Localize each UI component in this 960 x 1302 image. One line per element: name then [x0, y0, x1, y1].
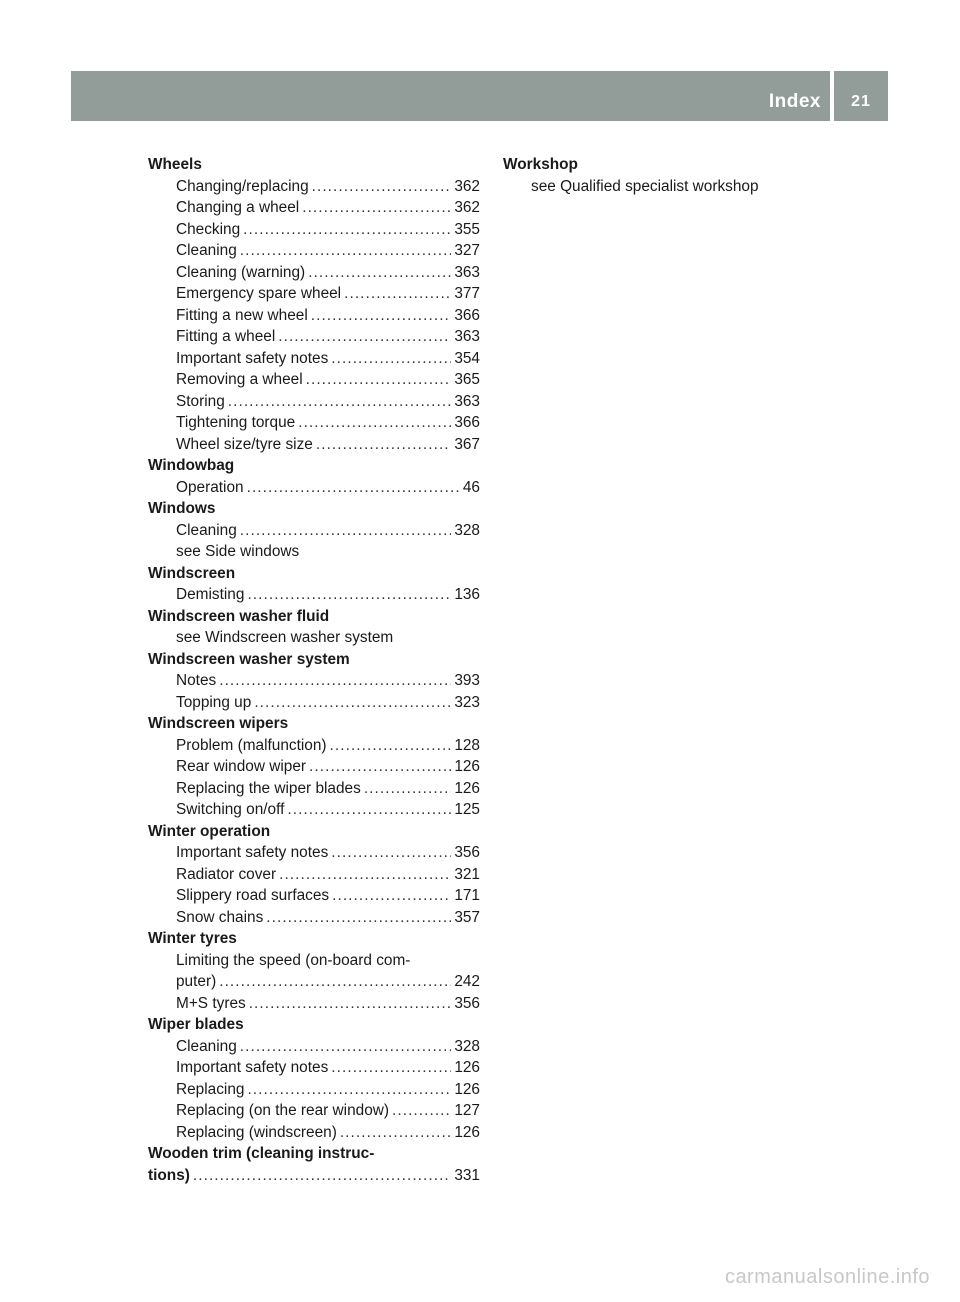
index-entry [148, 326, 480, 348]
dot-leader [228, 391, 452, 413]
entry-label: M+S tyres [176, 994, 246, 1012]
index-entry [148, 864, 480, 886]
index-heading: Workshop [503, 156, 578, 173]
dot-leader [249, 993, 452, 1015]
dot-leader [266, 907, 451, 929]
entry-label: Emergency spare wheel [176, 285, 342, 302]
entry-label: Cleaning (warning) [176, 263, 306, 281]
entry-page-number: 377 [454, 285, 480, 302]
index-entry [148, 1079, 480, 1101]
dot-leader [254, 692, 451, 714]
dot-leader [219, 971, 451, 993]
index-cross-reference: see Windscreen washer system [176, 629, 394, 646]
index-heading: Winter operation [148, 822, 271, 840]
index-entry [148, 842, 480, 864]
entry-label: Wheel size/tyre size [176, 435, 313, 453]
index-heading: Windscreen washer fluid [148, 607, 330, 625]
entry-page-number: 327 [454, 242, 480, 259]
dot-leader [331, 1057, 451, 1079]
entry-page-number: 242 [454, 973, 480, 990]
index-column-left [148, 154, 480, 1186]
entry-page-number: 365 [454, 371, 480, 388]
entry-label: Important safety notes [176, 349, 329, 367]
index-entry [148, 520, 480, 542]
dot-leader [243, 219, 451, 241]
entry-page-number: 127 [454, 1102, 480, 1119]
dot-leader [298, 412, 451, 434]
section-title: Index [768, 91, 821, 112]
entry-page-number: 128 [454, 736, 480, 754]
index-cross-reference: Limiting the speed (on-board com- [176, 951, 411, 969]
entry-page-number: 46 [462, 478, 480, 496]
entry-page-number: 126 [454, 758, 480, 775]
index-entry [148, 993, 480, 1015]
entry-label: Switching on/off [176, 801, 285, 818]
entry-label: Important safety notes [176, 844, 329, 861]
index-heading: Wheels [148, 156, 202, 173]
index-heading: Winter tyres [148, 930, 237, 947]
index-heading: Windscreen [148, 564, 236, 582]
entry-page-number: 328 [454, 1037, 480, 1055]
entry-label: Operation [176, 478, 244, 496]
entry-label: Fitting a wheel [176, 328, 276, 345]
entry-page-number: 136 [454, 586, 480, 603]
index-entry [148, 1122, 480, 1144]
entry-label: Replacing [176, 1080, 245, 1098]
entry-page-number: 366 [454, 306, 480, 324]
index-heading: Windowbag [148, 457, 235, 474]
entry-page-number: 362 [454, 177, 480, 195]
index-entry [148, 219, 480, 241]
entry-label: puter) [176, 973, 217, 990]
entry-label: Changing/replacing [176, 177, 309, 195]
entry-page-number: 363 [454, 328, 480, 345]
entry-label: Storing [176, 392, 225, 410]
entry-label: Radiator cover [176, 865, 277, 883]
entry-label: Checking [176, 220, 241, 238]
entry-page-number: 126 [454, 1080, 480, 1098]
dot-leader [309, 756, 451, 778]
entry-page-number: 354 [454, 349, 480, 367]
index-entry [148, 348, 480, 370]
dot-leader [308, 262, 451, 284]
entry-page-number: 328 [454, 521, 480, 539]
index-cross-reference: see Qualified specialist workshop [531, 177, 759, 195]
index-entry [148, 735, 480, 757]
dot-leader [311, 305, 452, 327]
dot-leader [240, 1036, 452, 1058]
entry-page-number: 125 [454, 801, 480, 818]
index-entry [148, 1100, 480, 1122]
index-heading-entry [148, 1165, 480, 1187]
index-entry [148, 283, 480, 305]
entry-label: Cleaning [176, 1037, 237, 1055]
dot-leader [392, 1100, 451, 1122]
entry-label: Problem (malfunction) [176, 736, 327, 754]
entry-label: Cleaning [176, 242, 237, 259]
dot-leader [240, 520, 452, 542]
entry-page-number: 331 [454, 1166, 480, 1184]
dot-leader [247, 1079, 451, 1101]
index-entry [148, 477, 480, 499]
entry-label: Notes [176, 672, 217, 689]
entry-page-number: 355 [454, 220, 480, 238]
index-entry [148, 692, 480, 714]
entry-page-number: 356 [454, 994, 480, 1012]
entry-page-number: 357 [454, 908, 480, 926]
entry-page-number: 362 [454, 199, 480, 216]
index-cross-reference: see Side windows [176, 543, 300, 560]
dot-leader [364, 778, 452, 800]
index-entry [148, 305, 480, 327]
entry-page-number: 126 [454, 1059, 480, 1076]
index-entry [148, 240, 480, 262]
dot-leader [278, 326, 451, 348]
index-entry [148, 670, 480, 692]
entry-label: Replacing (on the rear window) [176, 1102, 390, 1119]
dot-leader [279, 864, 451, 886]
entry-label: tions) [148, 1166, 190, 1184]
index-heading: Wiper blades [148, 1016, 244, 1033]
entry-label: Fitting a new wheel [176, 306, 308, 324]
entry-label: Snow chains [176, 908, 264, 926]
index-heading: Windscreen wipers [148, 715, 289, 732]
index-entry [148, 176, 480, 198]
dot-leader [302, 197, 451, 219]
entry-page-number: 171 [454, 887, 480, 904]
entry-page-number: 363 [454, 263, 480, 281]
entry-label: Rear window wiper [176, 758, 307, 775]
entry-label: Removing a wheel [176, 371, 303, 388]
index-entry [148, 885, 480, 907]
index-entry [148, 778, 480, 800]
entry-page-number: 321 [454, 865, 480, 883]
dot-leader [330, 735, 452, 757]
index-entry [148, 799, 480, 821]
entry-page-number: 126 [454, 779, 480, 797]
dot-leader [332, 885, 451, 907]
index-heading: Wooden trim (cleaning instruc- [148, 1145, 375, 1162]
entry-label: Tightening torque [176, 414, 296, 431]
entry-label: Replacing the wiper blades [176, 779, 361, 797]
entry-page-number: 366 [454, 414, 480, 431]
index-column-right [503, 154, 833, 197]
index-entry [148, 971, 480, 993]
entry-label: Cleaning [176, 521, 237, 539]
index-entry [148, 434, 480, 456]
index-entry [148, 756, 480, 778]
index-entry [148, 262, 480, 284]
dot-leader [344, 283, 451, 305]
dot-leader [306, 369, 452, 391]
dot-leader [331, 842, 451, 864]
index-entry [148, 197, 480, 219]
entry-page-number: 323 [454, 693, 480, 711]
entry-page-number: 356 [454, 844, 480, 861]
entry-label: Topping up [176, 693, 252, 711]
dot-leader [193, 1165, 451, 1187]
header-bar [71, 71, 888, 121]
index-entry [148, 907, 480, 929]
dot-leader [247, 584, 451, 606]
dot-leader [219, 670, 451, 692]
index-heading: Windscreen washer system [148, 650, 350, 668]
dot-leader [287, 799, 451, 821]
index-entry [148, 584, 480, 606]
index-heading: Windows [148, 500, 216, 517]
entry-page-number: 126 [454, 1123, 480, 1141]
dot-leader [316, 434, 451, 456]
entry-page-number: 363 [454, 392, 480, 410]
index-entry [148, 369, 480, 391]
index-entry [148, 412, 480, 434]
index-entry [148, 391, 480, 413]
dot-leader [340, 1122, 451, 1144]
entry-label: Changing a wheel [176, 199, 300, 216]
dot-leader [312, 176, 452, 198]
index-entry [148, 1036, 480, 1058]
entry-page-number: 367 [454, 435, 480, 453]
entry-label: Demisting [176, 586, 245, 603]
page-number: 21 [851, 93, 871, 110]
entry-label: Replacing (windscreen) [176, 1123, 337, 1141]
watermark: carmanualsonline.info [724, 1266, 930, 1288]
dot-leader [240, 240, 452, 262]
entry-page-number: 393 [454, 672, 480, 689]
entry-label: Slippery road surfaces [176, 887, 330, 904]
dot-leader [331, 348, 451, 370]
index-entry [148, 1057, 480, 1079]
dot-leader [247, 477, 460, 499]
entry-label: Important safety notes [176, 1059, 329, 1076]
